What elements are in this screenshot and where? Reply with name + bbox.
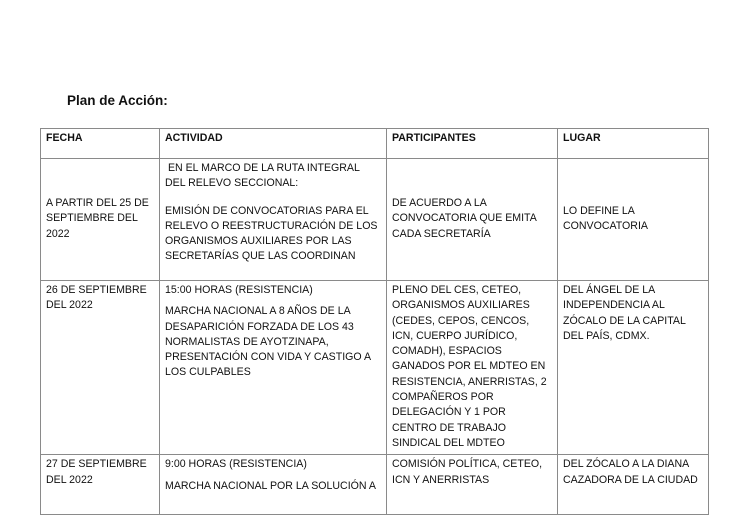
cell-participantes: DE ACUERDO A LA CONVOCATORIA QUE EMITA CADA SECRETARÍA (387, 159, 558, 281)
cell-actividad (160, 159, 387, 281)
column-header-actividad: ACTIVIDAD (160, 129, 387, 159)
cell-lugar: LO DEFINE LA CONVOCATORIA (558, 159, 709, 281)
column-header-fecha: FECHA (41, 129, 160, 159)
table-row (41, 455, 709, 515)
cell-fecha: 26 DE SEPTIEMBRE DEL 2022 (41, 281, 160, 455)
table-row (41, 281, 709, 455)
activity-line: 9:00 HORAS (RESISTENCIA) (165, 458, 307, 471)
cell-participantes: PLENO DEL CES, CETEO, ORGANISMOS AUXILIARES (CEDES, CEPOS, CENCOS, ICN, CUERPO JURÍDICO, COMADH), ESPACIOS GANADOS POR EL MDTEO EN RESISTENCIA, ANERRISTAS, 2 COMPAÑEROS POR DELEGACIÓN Y 1 POR CENTRO DE TRABAJO SINDICAL DEL MDTEO (387, 281, 558, 455)
action-plan-table (40, 128, 709, 515)
cell-lugar: DEL ZÓCALO A LA DIANA CAZADORA DE LA CIUDAD (558, 455, 709, 515)
table-header-row (41, 129, 709, 159)
table-row (41, 159, 709, 281)
column-header-participantes: PARTICIPANTES (387, 129, 558, 159)
cell-actividad (160, 455, 387, 515)
cell-fecha: A PARTIR DEL 25 DE SEPTIEMBRE DEL 2022 (41, 159, 160, 281)
activity-line: EN EL MARCO DE LA RUTA INTEGRAL DEL RELEVO SECCIONAL: (165, 162, 363, 190)
cell-fecha: 27 DE SEPTIEMBRE DEL 2022 (41, 455, 160, 515)
column-header-lugar: LUGAR (558, 129, 709, 159)
activity-line: MARCHA NACIONAL A 8 AÑOS DE LA DESAPARICIÓN FORZADA DE LOS 43 NORMALISTAS DE AYOTZINAPA, PRESENTACIÓN CON VIDA Y CASTIGO A LOS CULPABLES (165, 305, 371, 379)
activity-line: EMISIÓN DE CONVOCATORIAS PARA EL RELEVO O REESTRUCTURACIÓN DE LOS ORGANISMOS AUXILIARES POR LAS SECRETARÍAS QUE LAS COORDINAN (165, 204, 378, 263)
activity-line: 15:00 HORAS (RESISTENCIA) (165, 284, 313, 296)
cell-participantes: COMISIÓN POLÍTICA, CETEO, ICN Y ANERRISTAS (387, 455, 558, 515)
cell-actividad (160, 281, 387, 455)
page-title: Plan de Acción: (67, 93, 168, 108)
cell-lugar: DEL ÁNGEL DE LA INDEPENDENCIA AL ZÓCALO DE LA CAPITAL DEL PAÍS, CDMX. (558, 281, 709, 455)
activity-line: MARCHA NACIONAL POR LA SOLUCIÓN A (165, 479, 376, 492)
